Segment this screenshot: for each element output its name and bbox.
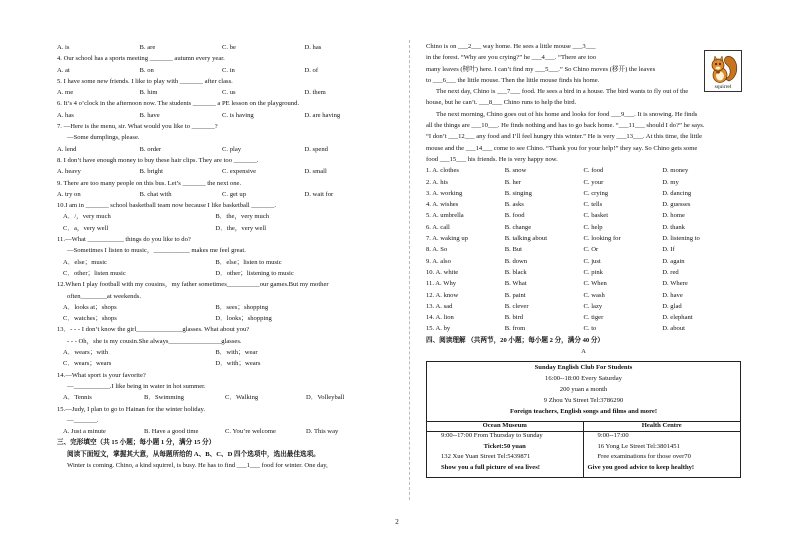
option: B. paint bbox=[504, 291, 526, 299]
passage-line: house, but he can’t. ___8___ Chino runs to help the bird. bbox=[426, 99, 577, 107]
option: B．Swimming bbox=[144, 394, 184, 402]
option: C. help bbox=[583, 223, 603, 231]
option: D．the，very well bbox=[215, 224, 267, 232]
option: C．wears；wears bbox=[63, 360, 112, 368]
cloze-row bbox=[426, 303, 741, 314]
option: B. clever bbox=[504, 302, 529, 310]
question-10: 10.I am in _______ school basketball team now because I like basketball _______. bbox=[57, 202, 277, 210]
option: C. in bbox=[222, 66, 235, 74]
option: 14. A. lion bbox=[426, 314, 454, 322]
cloze-row bbox=[426, 246, 741, 257]
option: B．else；listen to music bbox=[215, 258, 282, 266]
option: D．Volleyball bbox=[306, 394, 345, 402]
option: C. tiger bbox=[583, 314, 604, 322]
option: A．else；music bbox=[63, 258, 107, 266]
question-12: 12.When I play football with my cousins，my father sometimes__________our games.But my mother bbox=[57, 281, 329, 289]
option: D. money bbox=[662, 167, 689, 175]
option: C. crying bbox=[583, 189, 609, 197]
column-divider bbox=[409, 40, 410, 500]
option: A. is bbox=[57, 44, 70, 51]
option: 5. A. umbrella bbox=[426, 212, 464, 220]
option: B. order bbox=[139, 145, 162, 153]
option: A. lend bbox=[57, 145, 77, 153]
passage-line: in the forest. “Why are you crying?” he ___4___. “There are too bbox=[426, 54, 597, 62]
option: A．wears；with bbox=[63, 349, 109, 357]
q14-options bbox=[57, 394, 387, 405]
option: D. has bbox=[304, 44, 322, 51]
cloze-passage-start: Winter is coming. Chino, a kind squirrel, is busy. He has to find ___1___ food for winter. One day, bbox=[67, 461, 328, 469]
passage-line: Chino is on ___2___ way home. He sees a little mouse ___3___ bbox=[426, 43, 596, 50]
cloze-row bbox=[426, 235, 741, 246]
q9-options bbox=[57, 191, 387, 202]
option: B. black bbox=[504, 268, 527, 276]
option: C. be bbox=[222, 44, 236, 51]
option: 6. A. call bbox=[426, 223, 450, 231]
q10-options-ab bbox=[57, 213, 387, 224]
option: B. her bbox=[504, 178, 521, 186]
option: C. play bbox=[222, 145, 242, 153]
option: 10. A. white bbox=[426, 268, 459, 276]
option: C. pink bbox=[583, 268, 603, 276]
cloze-row bbox=[426, 224, 741, 235]
museum-hours: 9:00--17:00 From Thursday to Sunday bbox=[441, 432, 543, 440]
question-13-reply: - - - Oh，she is my cousin.She always________________glasses. bbox=[67, 337, 242, 345]
option: B. are bbox=[139, 44, 156, 51]
option: D. my bbox=[662, 178, 679, 186]
squirrel-illustration bbox=[704, 50, 742, 92]
option: D. listening to bbox=[662, 235, 700, 243]
question-7-reply: —Some dumplings, please. bbox=[67, 134, 140, 142]
cloze-row bbox=[426, 258, 741, 269]
museum-title: Ocean Museum bbox=[427, 422, 583, 432]
q3-options bbox=[57, 44, 387, 55]
option: B. bird bbox=[504, 314, 524, 322]
q15-options bbox=[57, 428, 387, 439]
museum-ticket: Ticket:50 yuan bbox=[483, 442, 526, 450]
option: C. is having bbox=[222, 111, 254, 119]
option: D. have bbox=[662, 291, 683, 299]
option: C. just bbox=[583, 257, 601, 265]
notice-bottom-row bbox=[427, 422, 740, 476]
option: A．/，very much bbox=[63, 213, 111, 221]
option: D. about bbox=[662, 325, 685, 333]
option: 13. A. sad bbox=[426, 302, 453, 310]
option: 3. A. working bbox=[426, 189, 463, 197]
option: C. your bbox=[583, 178, 604, 186]
option: B. him bbox=[139, 89, 158, 97]
option: D. red bbox=[662, 268, 679, 276]
option: D. guesses bbox=[662, 201, 691, 209]
q11-options-cd bbox=[57, 270, 387, 281]
option: C. When bbox=[583, 280, 607, 288]
cloze-row bbox=[426, 269, 741, 280]
cloze-row bbox=[426, 325, 741, 336]
option: C. lazy bbox=[583, 302, 603, 310]
option: C. Or bbox=[583, 246, 599, 254]
option: 4. A. wishes bbox=[426, 201, 459, 209]
option: A. at bbox=[57, 66, 70, 74]
option: D．other；listening to music bbox=[215, 269, 294, 277]
health-slogan: Give you good advice to keep healthy! bbox=[587, 464, 695, 472]
cloze-row bbox=[426, 314, 741, 325]
question-12-cont: often________at weekends. bbox=[67, 292, 141, 300]
option: D. home bbox=[662, 212, 685, 220]
option: A. Just a minute bbox=[63, 428, 106, 436]
passage-line: mouse and the ___14___ come to see Chino. “Thank you for your help!” they say. So Chino gets some bbox=[426, 144, 698, 152]
q12-options-ab bbox=[57, 304, 387, 315]
cloze-row bbox=[426, 292, 741, 303]
option: D. small bbox=[304, 168, 327, 176]
museum-address: 132 Xue Yuan Street Tel:5439871 bbox=[441, 453, 531, 461]
option: B. Have a good time bbox=[144, 428, 199, 436]
option: B. But bbox=[504, 246, 522, 254]
option: D．with；wears bbox=[215, 360, 261, 368]
q11-options-ab bbox=[57, 259, 387, 270]
option: C．a，very well bbox=[63, 224, 109, 232]
option: B. change bbox=[504, 223, 532, 231]
option: B. down bbox=[504, 257, 528, 265]
option: D. dancing bbox=[662, 189, 692, 197]
option: B．with；wear bbox=[215, 349, 258, 357]
option: C. basket bbox=[583, 212, 609, 220]
option: A. me bbox=[57, 89, 74, 97]
option: B. What bbox=[504, 280, 527, 288]
option: 7. A. waking up bbox=[426, 235, 468, 243]
question-13: 13．- - - I don’t know the girl______________glasses. What about you? bbox=[57, 326, 250, 334]
section-3-instructions: 阅读下面短文，掌握其大意，从每题所给的 A、B、C、D 四个选项中，选出最佳选项。 bbox=[67, 450, 320, 458]
option: C. get up bbox=[222, 190, 246, 198]
option: C. tells bbox=[583, 201, 603, 209]
museum-slogan: Show you a full picture of sea lives! bbox=[441, 464, 540, 472]
passage-line: all the things are ___10___. He finds nothing and has to go back home. “___11___ should I do?” he says. bbox=[426, 122, 705, 130]
option: D. spend bbox=[304, 145, 328, 153]
part-a-label: A bbox=[581, 348, 586, 356]
option: D．looks；shopping bbox=[215, 315, 272, 323]
option: C．other；listen music bbox=[63, 269, 126, 277]
club-time: 16:00--18:00 Every Saturday bbox=[545, 375, 622, 383]
option: 9. A. also bbox=[426, 257, 451, 265]
cloze-options bbox=[426, 167, 741, 336]
option: D. of bbox=[304, 66, 319, 74]
option: 1. A. clothes bbox=[426, 167, 459, 175]
option: B. talking about bbox=[504, 235, 548, 243]
option: D. glad bbox=[662, 302, 682, 310]
q6-options bbox=[57, 112, 387, 123]
ocean-museum-notice bbox=[427, 422, 584, 476]
option: B．sees；shopping bbox=[215, 303, 269, 311]
option: C. looking for bbox=[583, 235, 621, 243]
english-club-notice bbox=[427, 362, 740, 422]
health-centre-notice bbox=[584, 422, 741, 476]
question-15-reply: —_______. bbox=[67, 416, 99, 424]
option: B. bright bbox=[139, 168, 163, 176]
cloze-row bbox=[426, 201, 741, 212]
option: B. food bbox=[504, 212, 525, 220]
option: A. heavy bbox=[57, 168, 81, 176]
passage-line: The next day, Chino is ___7___ food. He sees a bird in a house. The bird wants to fly out of the bbox=[436, 88, 689, 96]
option: C. food bbox=[583, 167, 604, 175]
option: A. has bbox=[57, 111, 74, 119]
option: D. them bbox=[304, 89, 326, 97]
passage-line: food ___15___ his friends. He is very happy now. bbox=[426, 155, 558, 163]
q12-options-cd bbox=[57, 315, 387, 326]
q13-options-cd bbox=[57, 360, 387, 371]
passage-line: The next morning, Chino goes out of his home and looks for food ___9___. It is snowing. He finds bbox=[436, 110, 698, 118]
option: B. asks bbox=[504, 201, 524, 209]
question-5: 5. I have some new friends. I like to play with _______ after class. bbox=[57, 77, 233, 85]
option: C. us bbox=[222, 89, 236, 97]
option: C. expensive bbox=[222, 168, 257, 176]
option: D. again bbox=[662, 257, 685, 265]
option: B. have bbox=[139, 111, 160, 119]
option: A．Tennis bbox=[63, 394, 92, 402]
option: B. snow bbox=[504, 167, 527, 175]
option: B．the，very much bbox=[215, 213, 270, 221]
health-address: 16 Yong Le Street Tel:3801451 bbox=[597, 442, 680, 450]
cloze-row bbox=[426, 212, 741, 223]
cloze-row bbox=[426, 190, 741, 201]
health-offer: Free examinations for those over70 bbox=[597, 453, 691, 461]
passage-line: many leaves (树叶) here. I can’t find my ___5___.” So Chino moves (移开) the leaves bbox=[426, 65, 656, 73]
option: 12. A. know bbox=[426, 291, 459, 299]
option: B. on bbox=[139, 66, 154, 74]
cloze-row bbox=[426, 280, 741, 291]
option: A. try on bbox=[57, 190, 81, 198]
cloze-row bbox=[426, 179, 741, 190]
club-slogan: Foreign teachers, English songs and films and more! bbox=[509, 407, 658, 415]
question-14: 14.—What sport is your favorite? bbox=[57, 371, 146, 379]
option: C．Walking bbox=[225, 394, 259, 402]
passage-line: “I don’t ___12___ any food and I’ll feel hungry this winter.” He is very ___13___. At this time, the little bbox=[426, 133, 703, 141]
option: C．watches；shops bbox=[63, 315, 117, 323]
option: D. Where bbox=[662, 280, 688, 288]
option: 2. A. his bbox=[426, 178, 448, 186]
health-hours: 9:00--17:00 bbox=[597, 432, 629, 440]
option: C. You’re welcome bbox=[225, 428, 276, 436]
section-3-title: 三、完形填空（共 15 小题；每小题 1 分，满分 15 分） bbox=[57, 439, 216, 447]
right-column bbox=[426, 43, 741, 478]
option: D. This way bbox=[306, 428, 339, 436]
option: 15. A. by bbox=[426, 325, 451, 333]
left-column bbox=[57, 44, 387, 473]
health-title: Health Centre bbox=[584, 422, 741, 432]
option: D. wait for bbox=[304, 190, 334, 198]
option: B. chat with bbox=[139, 190, 172, 198]
option: C. wash bbox=[583, 291, 605, 299]
page-number: 2 bbox=[395, 518, 399, 526]
q10-options-cd bbox=[57, 225, 387, 236]
question-11-reply: —Sometimes I listen to music，___________ makes me feel great. bbox=[67, 247, 246, 255]
question-11: 11.—What ___________ things do you like to do? bbox=[57, 236, 191, 244]
option: A．looks at；shops bbox=[63, 303, 117, 311]
squirrel-caption: squirrel bbox=[714, 83, 732, 90]
club-title: Sunday English Club For Students bbox=[534, 364, 633, 372]
q7-options bbox=[57, 146, 387, 157]
section-4-title: 四、阅读理解 （共两节，20 小题；每小题 2 分，满分 40 分） bbox=[426, 336, 605, 344]
q4-options bbox=[57, 67, 387, 78]
notice-board bbox=[426, 361, 741, 477]
question-4: 4. Our school has a sports meeting _______ autumn every year. bbox=[57, 55, 225, 63]
club-fee: 200 yuan a month bbox=[559, 385, 608, 393]
question-7: 7. —Here is the menu, sir. What would you like to _______? bbox=[57, 123, 218, 131]
option: D. are having bbox=[304, 111, 341, 119]
option: B. singing bbox=[504, 189, 532, 197]
cloze-passage bbox=[426, 43, 698, 88]
question-14-reply: —___________.I like being in water in hot summer. bbox=[67, 382, 206, 390]
option: C. to bbox=[583, 325, 597, 333]
cloze-row bbox=[426, 167, 741, 178]
option: D. If bbox=[662, 246, 675, 254]
option: D. elephant bbox=[662, 314, 693, 322]
club-address: 9 Zhou Yu Street Tel:3786290 bbox=[543, 396, 624, 404]
q8-options bbox=[57, 168, 387, 179]
question-9: 9. There are too many people on this bus. Let’s _______ the next one. bbox=[57, 179, 242, 187]
question-6: 6. It’s 4 o’clock in the afternoon now. The students _______ a PE lesson on the playground. bbox=[57, 100, 300, 108]
question-15: 15.—Judy, I plan to go to Hainan for the winter holiday. bbox=[57, 405, 206, 413]
q13-options-ab bbox=[57, 349, 387, 360]
option: 8. A. So bbox=[426, 246, 448, 254]
passage-line: to ___6___ the little mouse. Then the little mouse finds his home. bbox=[426, 76, 600, 84]
q5-options bbox=[57, 89, 387, 100]
question-8: 8. I don’t have enough money to buy these hair clips. They are too _______. bbox=[57, 156, 259, 164]
museum-body bbox=[427, 432, 583, 474]
health-body bbox=[584, 432, 741, 474]
option: 11. A. Why bbox=[426, 280, 457, 288]
option: B. from bbox=[504, 325, 526, 333]
option: D. thank bbox=[662, 223, 685, 231]
